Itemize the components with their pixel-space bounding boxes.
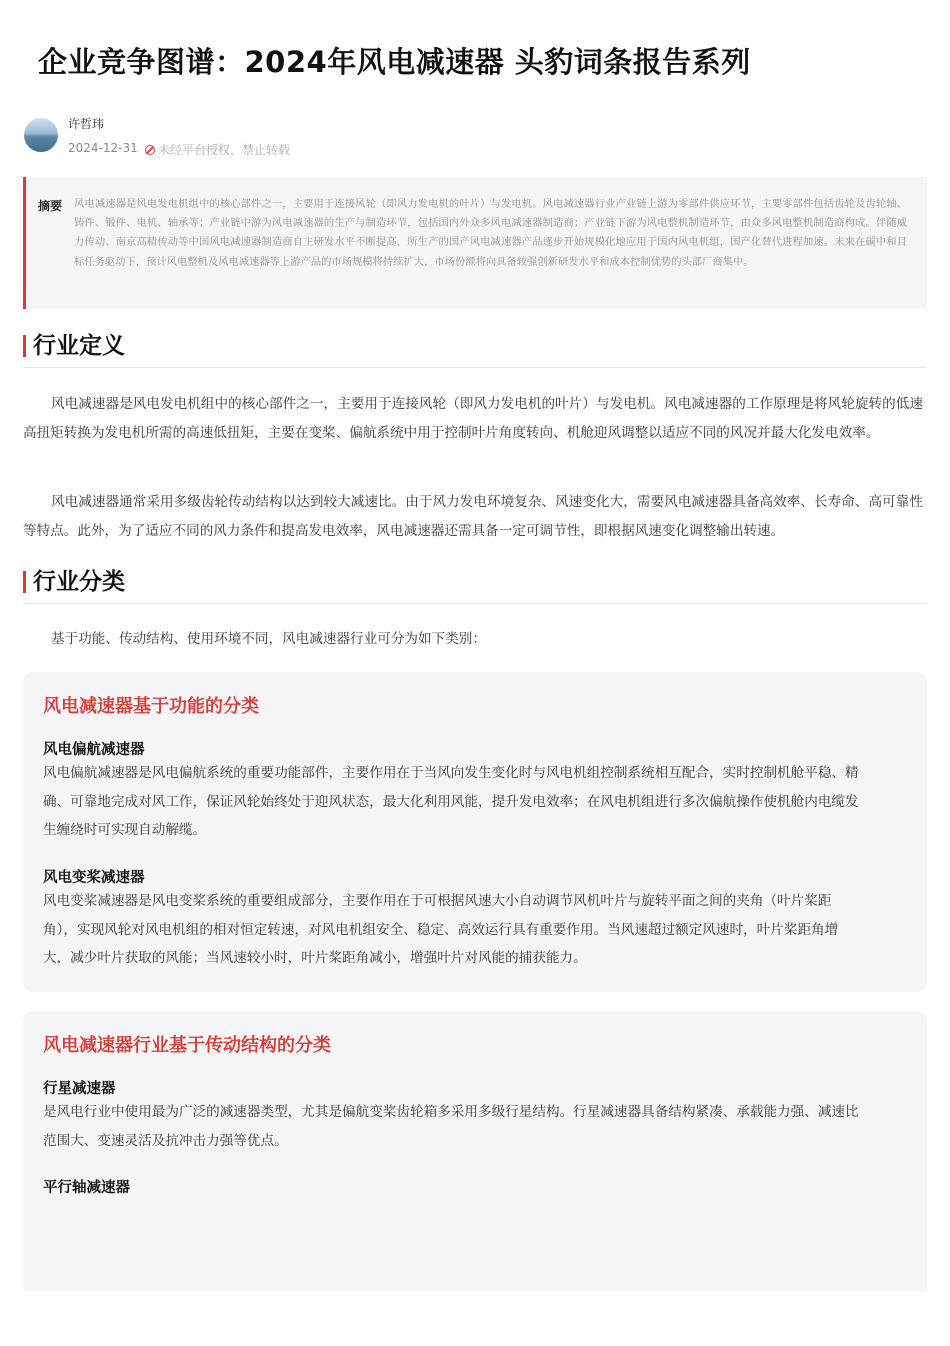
item-text-line: 风电偏航减速器是风电偏航系统的重要功能部件，主要作用在于当风向发生变化时与风电机组控制系统相互配合，实时控制机舱平稳、精: [43, 765, 859, 781]
section-title-classification: 行业分类: [33, 569, 125, 595]
author-name[interactable]: 许哲玮: [68, 117, 105, 131]
item-text-line: 大，减少叶片获取的风能；当风速较小时，叶片桨距角减小，增强叶片对风能的捕获能力。: [43, 950, 587, 966]
item-title: 风电变桨减速器: [43, 870, 145, 886]
classification-card-function: [23, 672, 927, 992]
item-title: 行星减速器: [43, 1081, 116, 1097]
classification-intro: 基于功能、传动结构、使用环境不同，风电减速器行业可分为如下类别：: [51, 631, 486, 647]
page-title: 企业竞争图谱：2024年风电减速器 头豹词条报告系列: [38, 45, 751, 79]
abstract-text: 风电减速器是风电发电机组中的核心部件之一，主要用于连接风轮（即风力发电机的叶片）与发电机。风电减速器行业产业链上游为零部件供应环节，主要零部件包括齿轮及齿轮轴、铸件、锻件、电机、轴承等；产业链中游为风电减速器的生产与制造环节，包括国内外众多风电减速器制造商；产业链下游为风电整机制造环节，由众多风电整机制造商构成。伴随威力传动、南京高精传动等中国风电减速器制造商自主研发水平不断提高，所生产的国产风电减速器产品逐步开始规模化地应用于国内风电机组，国产化替代进程加速。未来在碳中和目标任务驱动下，预计风电整机及风电减速器等上游产品的市场规模将持续扩大，市场份额将向具备较强创新研发水平和成本控制优势的头部厂商集中。: [74, 198, 907, 268]
copyright-notice: [145, 141, 290, 158]
classification-card-structure: [23, 1011, 927, 1291]
card-title: 风电减速器行业基于传动结构的分类: [43, 1035, 331, 1056]
section-header-classification: [23, 563, 927, 604]
item-title: 风电偏航减速器: [43, 742, 145, 758]
copyright-notice-text: 未经平台授权，禁止转载: [158, 143, 291, 157]
item-text-line: 确、可靠地完成对风工作，保证风轮始终处于迎风状态，最大化利用风能，提升发电效率；在风电机组进行多次偏航操作使机舱内电缆发: [43, 794, 859, 810]
abstract-box: [23, 177, 927, 309]
section-header-definition: [23, 327, 927, 368]
item-title: 平行轴减速器: [43, 1180, 130, 1196]
item-text-line: 范围大、变速灵活及抗冲击力强等优点。: [43, 1133, 288, 1149]
definition-paragraph-2: 风电减速器通常采用多级齿轮传动结构以达到较大减速比。由于风力发电环境复杂、风速变化大，需要风电减速器具备高效率、长寿命、高可靠性等特点。此外，为了适应不同的风力条件和提高发电效率，风电减速器还需具备一定可调节性，即根据风速变化调整输出转速。: [23, 494, 923, 539]
no-entry-icon: [145, 145, 155, 155]
abstract-label: 摘要: [38, 199, 63, 213]
item-text-line: 是风电行业中使用最为广泛的减速器类型，尤其是偏航变桨齿轮箱多采用多级行星结构。行星减速器具备结构紧凑、承载能力强、减速比: [43, 1104, 859, 1120]
author-avatar[interactable]: [24, 118, 58, 152]
definition-paragraph-1: 风电减速器是风电发电机组中的核心部件之一，主要用于连接风轮（即风力发电机的叶片）与发电机。风电减速器的工作原理是将风轮旋转的低速高扭矩转换为发电机所需的高速低扭矩，主要在变桨、偏航系统中用于控制叶片角度转向、机舱迎风调整以适应不同的风况并最大化发电效率。: [23, 396, 923, 441]
item-text-line: 风电变桨减速器是风电变桨系统的重要组成部分，主要作用在于可根据风速大小自动调节风机叶片与旋转平面之间的夹角（叶片桨距: [43, 893, 832, 909]
card-title: 风电减速器基于功能的分类: [43, 696, 259, 717]
item-text-line: 角），实现风轮对风电机组的相对恒定转速，对风电机组安全、稳定、高效运行具有重要作用。当风速超过额定风速时，叶片桨距角增: [43, 922, 839, 938]
publish-date: 2024-12-31: [68, 141, 138, 155]
section-accent-bar: [23, 335, 26, 357]
item-text-line: 生缠绕时可实现自动解缆。: [43, 822, 207, 838]
section-title-definition: 行业定义: [33, 333, 125, 359]
section-accent-bar: [23, 571, 26, 593]
